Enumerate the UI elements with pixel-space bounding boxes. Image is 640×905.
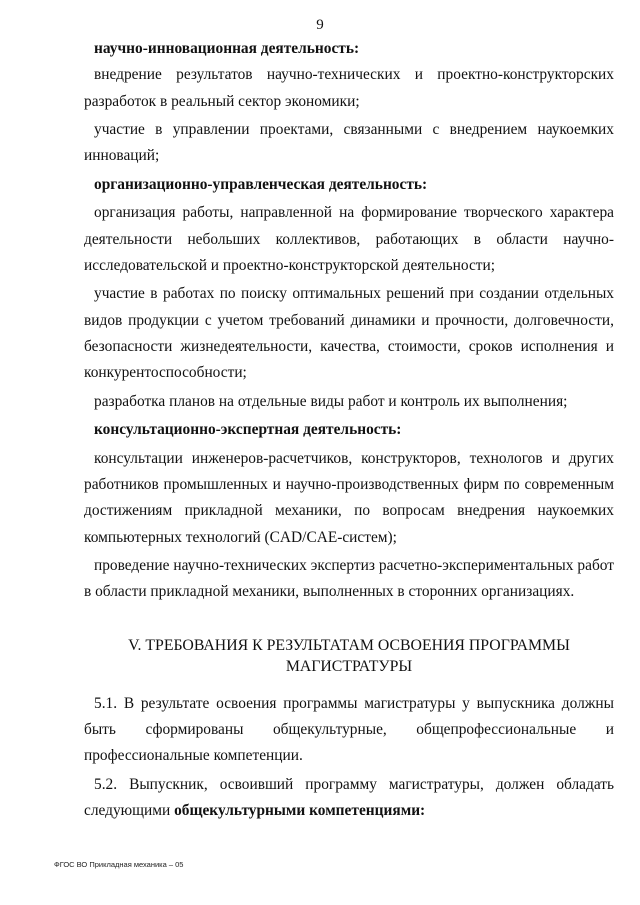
- paragraph: участие в управлении проектами, связанными с внедрением наукоемких инноваций;: [84, 121, 614, 165]
- paragraph-5-2-text: 5.2. Выпускник, освоивший программу магистратуры, должен обладать следующими: [84, 775, 614, 820]
- paragraph-5-2-bold: общекультурными компетенциями:: [174, 802, 426, 820]
- heading-organizational-management: организационно-управленческая деятельность:: [94, 175, 428, 193]
- section-title-line-1: V. ТРЕБОВАНИЯ К РЕЗУЛЬТАТАМ ОСВОЕНИЯ ПРОГРАММЫ: [128, 636, 570, 654]
- heading-consulting-expert: консультационно-экспертная деятельность:: [94, 421, 402, 439]
- heading-research-innovation: научно-инновационная деятельность:: [94, 40, 360, 57]
- paragraph-5-2: [84, 772, 614, 825]
- paragraph: проведение научно-технических экспертиз расчетно-экспериментальных работ в области прикладной механики, выполненных в сторонних организациях.: [84, 557, 614, 601]
- paragraph: организация работы, направленной на формирование творческого характера деятельности небольших коллективов, работающих в области научно-исследовательской и проектно-конструкторской деятельности;: [84, 204, 614, 274]
- paragraph: консультации инженеров-расчетчиков, конструкторов, технологов и других работников промышленных и научно-производственных фирм по современным достижениям прикладной механики, по вопросам внедрения наукоемких компьютерных технологий (CAD/CAE-систем);: [84, 449, 614, 546]
- section-title-line-2: МАГИСТРАТУРЫ: [285, 657, 413, 675]
- document-body: [84, 36, 614, 824]
- footer-standard-label: ФГОС ВО Прикладная механика – 05: [54, 860, 184, 869]
- paragraph: внедрение результатов научно-технических и проектно-конструкторских разработок в реальный сектор экономики;: [84, 66, 614, 110]
- paragraph: участие в работах по поиску оптимальных решений при создании отдельных видов продукции с учетом требований динамики и прочности, долговечности, безопасности жизнедеятельности, качества, стоимости, сроков исполнения и конкурентоспособности;: [84, 285, 614, 382]
- section-title: [84, 635, 614, 677]
- paragraph-5-1: 5.1. В результате освоения программы магистратуры у выпускника должны быть сформированы общекультурные, общепрофессиональные и профессиональные компетенции.: [84, 694, 614, 765]
- paragraph: разработка планов на отдельные виды работ и контроль их выполнения;: [94, 392, 568, 410]
- page-number: 9: [316, 17, 324, 33]
